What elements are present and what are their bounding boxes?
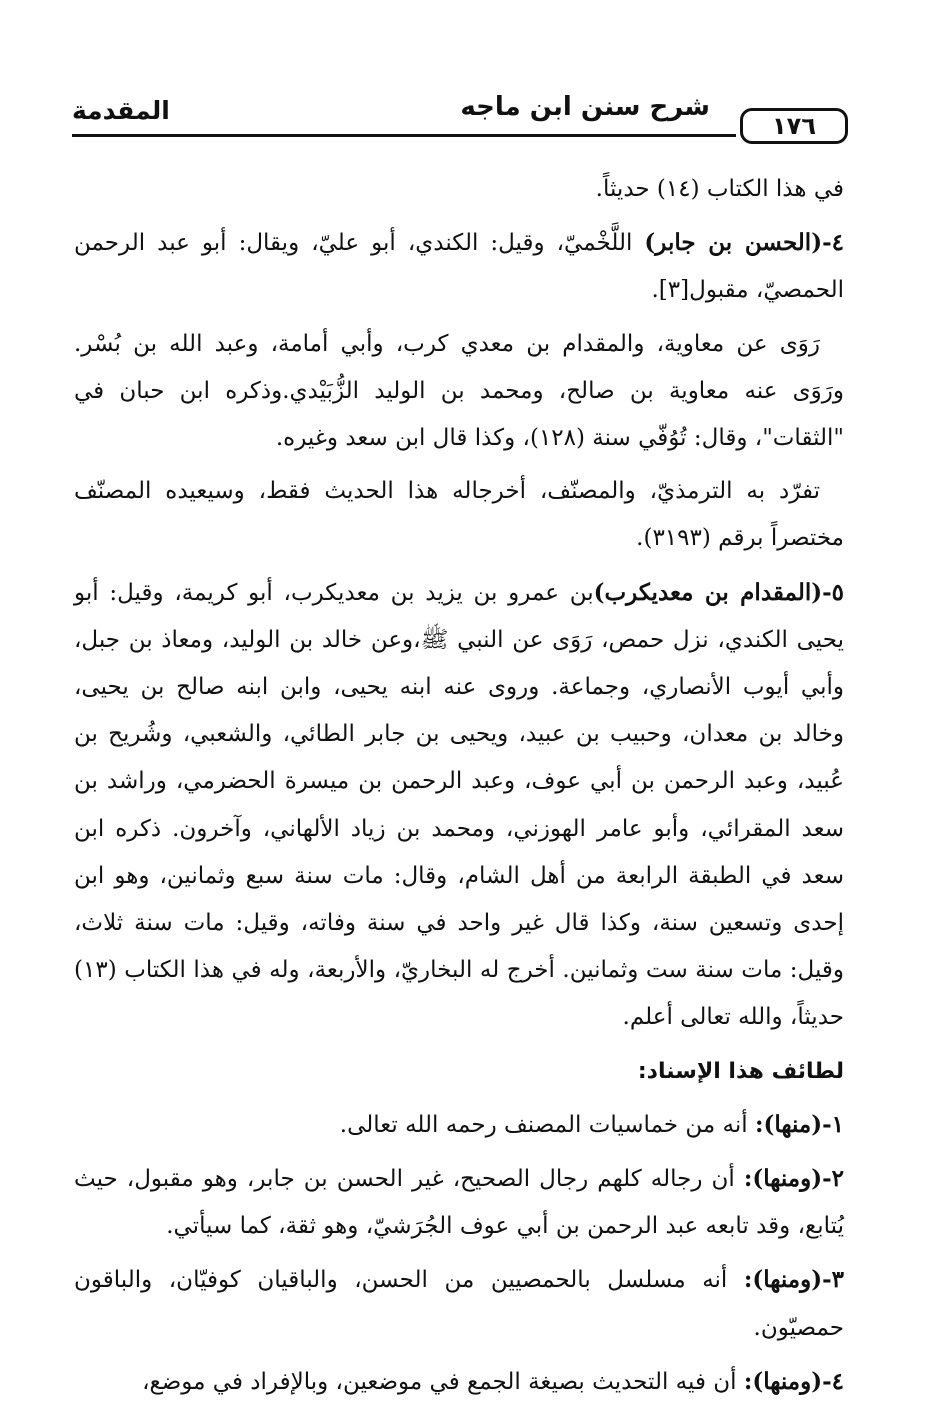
narrator-entry-5 [74, 569, 844, 1042]
paragraph-continuation: في هذا الكتاب (١٤) حديثاً. [595, 176, 844, 202]
list-item-marker: ٢-(ومنها): [743, 1165, 844, 1193]
book-title: شرح سنن ابن ماجه [460, 92, 710, 122]
list-item-marker: ١-(منها): [754, 1110, 844, 1138]
list-item-2 [74, 1155, 844, 1250]
list-item-marker: ٤-(ومنها): [743, 1367, 844, 1395]
page-body [74, 166, 844, 1412]
list-item-4 [74, 1358, 844, 1406]
section-heading: لطائف هذا الإسناد: [637, 1058, 844, 1084]
list-item-text: أنه من خماسيات المصنف رحمه الله تعالى. [339, 1111, 755, 1138]
narrator-description: اللَّخْميّ، وقيل: الكندي، أبو عليّ، ويقال: أبو عبد الرحمن الحمصيّ، مقبول[٣]. [74, 230, 844, 304]
list-item-1 [74, 1101, 844, 1149]
list-item-marker: ٣-(ومنها): [743, 1266, 844, 1294]
section-title: المقدمة [72, 96, 170, 125]
narrator-4-transmitters: رَوَى عن معاوية، والمقدام بن معدي كرب، وأبي أمامة، وعبد الله بن بُسْر. ورَوَى عنه معاوية بن صالح، ومحمد بن الوليد الزُّبَيْدي.وذكره ابن حبان في "الثقات"، وقال: تُوُفّي سنة (١٢٨)، وكذا قال ابن سعد وغيره. [74, 330, 844, 452]
page-number: ١٧٦ [740, 108, 848, 144]
list-item-text: أنه مسلسل بالحمصيين من الحسن، والباقيان كوفيّان، والباقون حمصيّون. [74, 1267, 844, 1341]
page-header [72, 88, 848, 150]
header-rule [72, 134, 736, 137]
narrator-name: ٤-(الحسن بن جابر) [644, 229, 844, 257]
narrator-name: ٥-(المقدام بن معديكرب) [593, 578, 845, 606]
narrator-entry-4 [74, 219, 844, 314]
narrator-description: بن عمرو بن يزيد بن معديكرب، أبو كريمة، وقيل: أبو يحيى الكندي، نزل حمص، رَوَى عن النبي ﷺ،وعن خالد بن الوليد، ومعاذ بن جبل، وأبي أيوب الأنصاري، وجماعة. وروى عنه ابنه يحيى، وابن ابنه صالح بن يحيى، وخالد بن معدان، وحبيب بن عبيد، ويحيى بن جابر الطائي، والشعبي، وشُريح بن عُبيد، وعبد الرحمن بن أبي عوف، وعبد الرحمن بن ميسرة الحضرمي، وراشد بن سعد المقرائي، وأبو عامر الهوزني، ومحمد بن زياد الألهاني، وآخرون. ذكره ابن سعد في الطبقة الرابعة من أهل الشام، وقال: مات سنة سبع وثمانين، وهو ابن إحدى وتسعين سنة، وكذا قال غير واحد في سنة وفاته، وقيل: مات سنة ثلاث، وقيل: مات سنة ست وثمانين. أخرج له البخاريّ، والأربعة، وله في هذا الكتاب (١٣) حديثاً، والله تعالى أعلم. [74, 579, 844, 1031]
list-item-text: أن فيه التحديث بصيغة الجمع في موضعين، وبالإفراد في موضع، [142, 1368, 744, 1395]
narrator-4-note: تفرّد به الترمذيّ، والمصنّف، أخرجاله هذا الحديث فقط، وسيعيده المصنّف مختصراً برقم (٣١٩٣). [74, 478, 844, 552]
list-item-3 [74, 1256, 844, 1351]
list-item-text: أن رجاله كلهم رجال الصحيح، غير الحسن بن جابر، وهو مقبول، حيث يُتابع، وقد تابعه عبد الرحمن بن أبي عوف الجُرَشيّ، وهو ثقة، كما سيأتي. [74, 1166, 844, 1240]
